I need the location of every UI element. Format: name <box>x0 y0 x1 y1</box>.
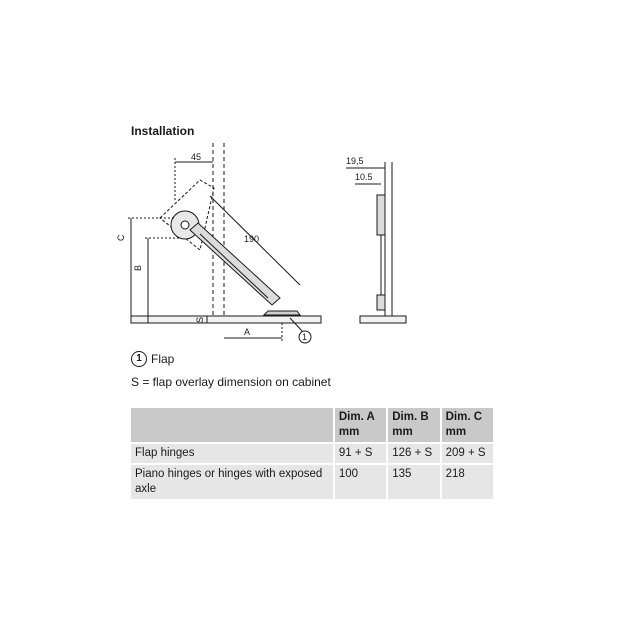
dim-s-label: S <box>195 316 205 323</box>
front-flap <box>360 316 406 323</box>
row-label: Flap hinges <box>131 443 334 464</box>
table-row <box>131 464 493 499</box>
cell-dim-c: 218 <box>441 464 493 499</box>
front-stay-body <box>377 195 385 235</box>
dim-b-label: B <box>133 264 143 271</box>
front-stay-foot <box>377 295 385 310</box>
table-row <box>131 443 493 464</box>
header-title: Dim. C <box>445 411 483 423</box>
legend <box>131 351 174 367</box>
dim-c-label: C <box>116 234 126 241</box>
table-header-row <box>131 408 493 443</box>
cell-dim-a: 91 + S <box>334 443 387 464</box>
dim-10-5-label: 10.5 <box>355 172 373 182</box>
dim-190-label: 190 <box>244 234 260 244</box>
legend-label: Flap <box>151 352 175 366</box>
callout-number: 1 <box>302 332 308 342</box>
dimensions-table <box>131 408 493 499</box>
hinge-pivot <box>181 221 189 229</box>
cell-dim-a: 100 <box>334 464 387 499</box>
header-unit: mm <box>392 426 413 438</box>
cell-dim-b: 135 <box>387 464 440 499</box>
legend-number: 1 <box>131 351 147 367</box>
side-view <box>128 143 321 343</box>
cell-dim-b: 126 + S <box>387 443 440 464</box>
dim-a-label: A <box>244 327 251 337</box>
base-plate <box>264 311 300 315</box>
table-header-dim-b <box>387 408 440 443</box>
stay-arm <box>190 223 280 305</box>
overlay-note: S = flap overlay dimension on cabinet <box>131 375 331 389</box>
flap <box>131 316 321 323</box>
dim-45-label: 45 <box>191 152 202 162</box>
table-header-label <box>131 408 334 443</box>
section-title: Installation <box>131 124 195 138</box>
table-header-dim-c <box>441 408 493 443</box>
header-unit: mm <box>338 426 360 438</box>
front-view-labels <box>346 156 373 182</box>
header-title: Dim. A <box>338 411 375 423</box>
row-label: Piano hinges or hinges with exposed axle <box>131 464 334 499</box>
dim-19-5-label: 19,5 <box>346 156 364 166</box>
cell-dim-c: 209 + S <box>441 443 493 464</box>
header-title: Dim. B <box>392 411 429 423</box>
front-view <box>346 162 406 323</box>
table-header-dim-a <box>334 408 387 443</box>
header-unit: mm <box>445 426 467 438</box>
